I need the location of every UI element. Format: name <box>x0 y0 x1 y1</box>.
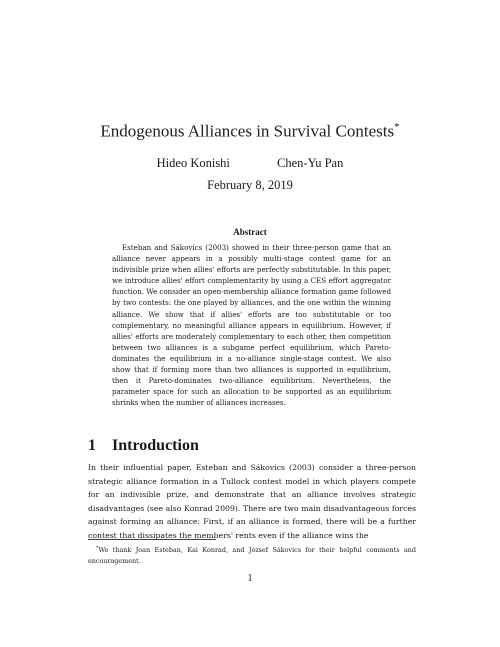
abstract-text: Esteban and Sákovics (2003) showed in their three-person game that an alliance never appears in a possibly multi-stage contest game for an indivisible prize when allies' efforts are perfectly substitutable. In this paper, we introduce allies' effort complementarity by using a CES effort aggregator function. We consider an open-membership alliance formation game followed by two contests: the one played by alliances, and the one within the winning alliance. We show that if allies' efforts are too substitutable or too complementary, no meaningful alliance appears in equilibrium. However, if allies' efforts are moderately complementary to each other, then competition between two alliances is a subgame perfect equilibrium, which Pareto-dominates the equilibrium in a no-alliance single-stage contest. We also show that if forming more than two alliances is supported in equilibrium, then it Pareto-dominates two-alliance equilibrium. Nevertheless, the parameter space for such an allocation to be supported as an equilibrium shrinks when the number of alliances increases. <box>112 243 391 408</box>
author-name: Hideo Konishi <box>156 156 230 170</box>
section-paragraph: In their influential paper, Esteban and Sákovics (2003) consider a three-person strategic alliance formation in a Tullock contest model in which players compete for an indivisible prize, and demonstrate that an alliance involves strategic disadvantages (see also Konrad 2009). There are two main disadvantageous forces against forming an alliance: First, if an alliance is formed, there will be a further contest that dissipates the members' rents even if the alliance wins the <box>88 463 416 540</box>
footnote-text: We thank Joan Esteban, Kai Konrad, and József Sákovics for their helpful comments and encouragement. <box>88 546 416 566</box>
section-number: 1 <box>88 437 96 454</box>
paper-date: February 8, 2019 <box>207 178 293 192</box>
author-name: Chen-Yu Pan <box>277 156 344 170</box>
title-footnote-mark: * <box>394 121 400 133</box>
abstract-heading: Abstract <box>233 227 267 237</box>
footnote-divider <box>88 539 216 540</box>
section-title: Introduction <box>112 437 199 454</box>
section-heading <box>88 437 199 455</box>
page-number: 1 <box>247 573 253 584</box>
footnote <box>88 543 416 567</box>
author-list <box>0 156 500 171</box>
paper-title <box>0 121 500 142</box>
paper-title-text: Endogenous Alliances in Survival Contests <box>100 121 395 141</box>
footnote-mark: * <box>96 545 99 551</box>
